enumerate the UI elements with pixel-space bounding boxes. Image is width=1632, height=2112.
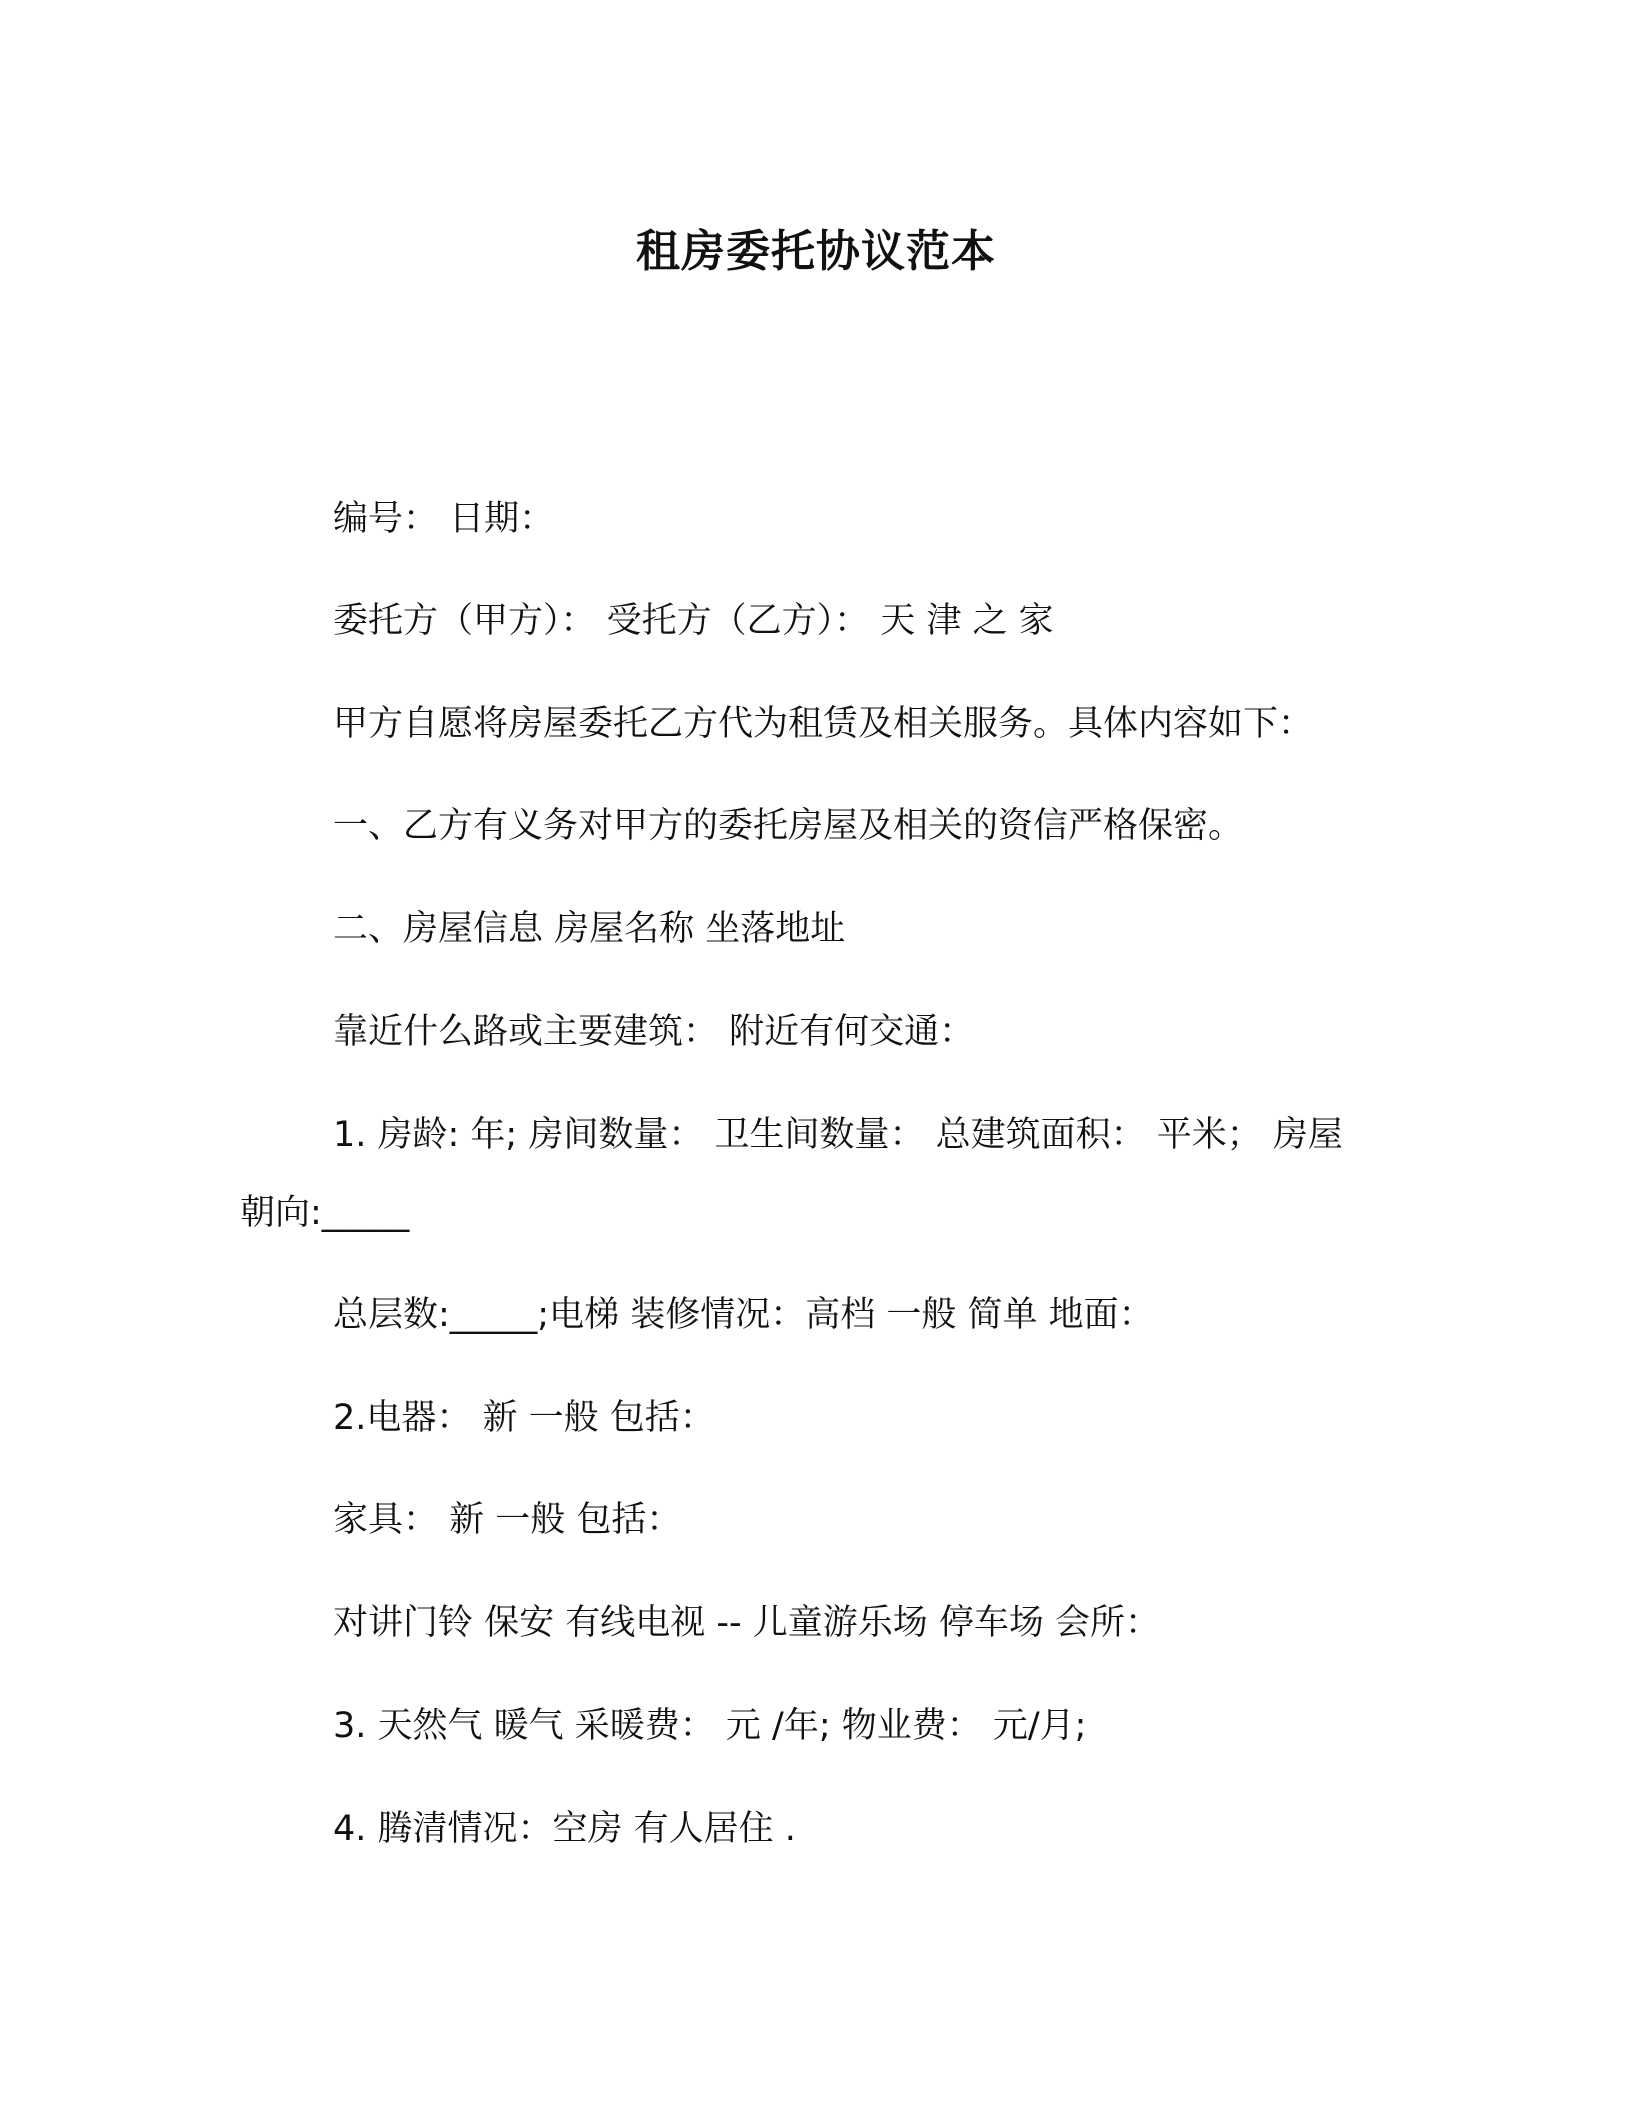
line-facilities: 对讲门铃 保安 有线电视 -- 儿童游乐场 停车场 会所： xyxy=(333,1603,1161,1643)
line-intro: 甲方自愿将房屋委托乙方代为租赁及相关服务。具体内容如下： xyxy=(333,704,1314,744)
line-item-two-appliances: 2.电器： 新 一般 包括： xyxy=(333,1398,715,1438)
line-item-four: 4. 腾清情况：空房 有人居住 . xyxy=(333,1809,796,1849)
line-clause-one: 一、乙方有义务对甲方的委托房屋及相关的资信严格保密。 xyxy=(333,806,1244,846)
line-floors: 总层数:_____;电梯 装修情况：高档 一般 简单 地面： xyxy=(333,1295,1154,1335)
line-item-three: 3. 天然气 暖气 采暖费： 元 /年; 物业费： 元/月; xyxy=(333,1706,1087,1746)
line-furniture: 家具： 新 一般 包括： xyxy=(333,1500,682,1540)
line-number-date: 编号： 日期： xyxy=(333,499,555,539)
line-nearby: 靠近什么路或主要建筑： 附近有何交通： xyxy=(333,1012,975,1052)
line-parties: 委托方（甲方）： 受托方（乙方）： 天 津 之 家 xyxy=(333,601,1054,641)
line-item-one-continued: 朝向:_____ xyxy=(240,1193,410,1233)
document-title: 租房委托协议范本 xyxy=(636,226,996,277)
line-item-one: 1. 房龄: 年; 房间数量： 卫生间数量： 总建筑面积： 平米； 房屋 xyxy=(333,1115,1343,1155)
line-clause-two: 二、房屋信息 房屋名称 坐落地址 xyxy=(333,909,846,949)
